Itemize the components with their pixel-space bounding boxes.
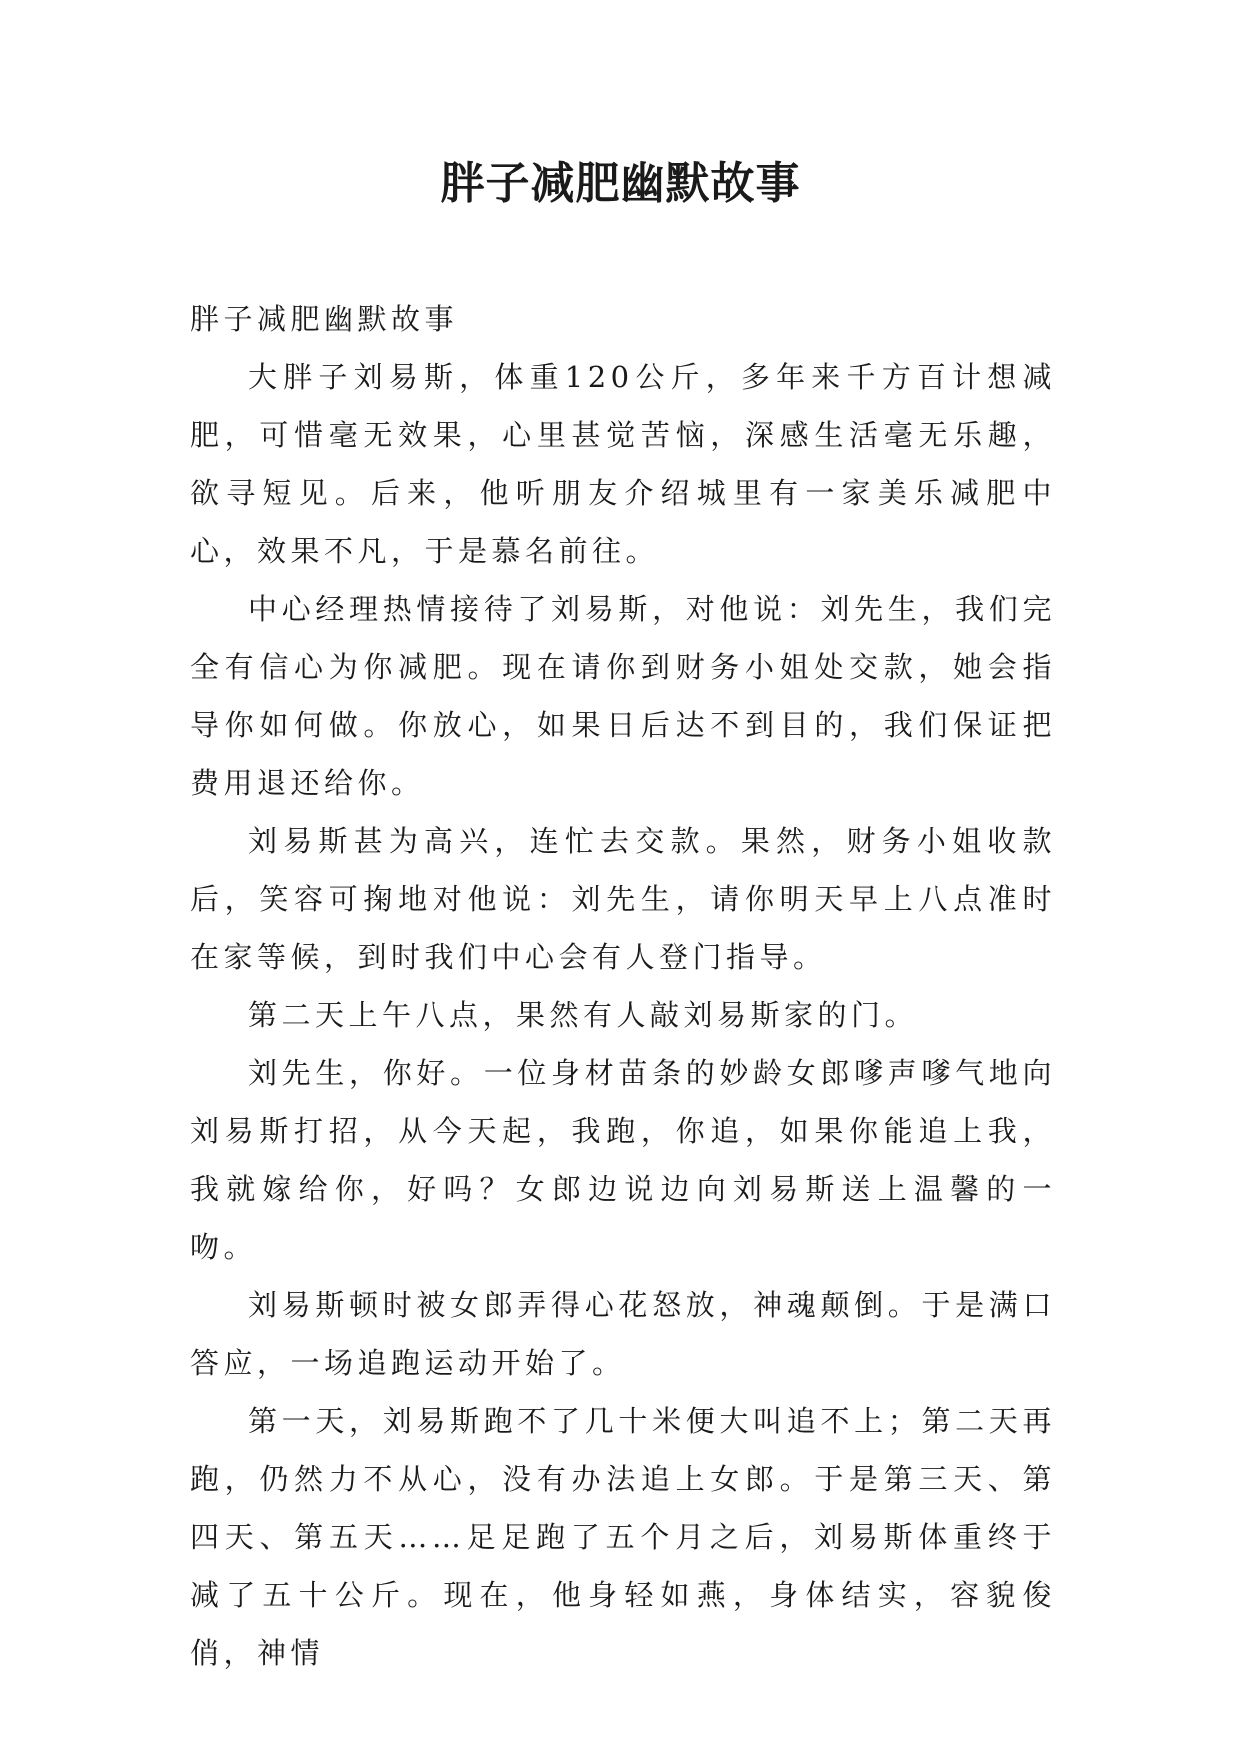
paragraph: 大胖子刘易斯，体重120公斤，多年来千方百计想减肥，可惜毫无效果，心里甚觉苦恼，深感生活毫无乐趣，欲寻短见。后来，他听朋友介绍城里有一家美乐减肥中心，效果不凡，于是慕名前往。 [190, 360, 1056, 568]
paragraph: 刘易斯顿时被女郎弄得心花怒放，神魂颠倒。于是满口答应，一场追跑运动开始了。 [190, 1288, 1056, 1380]
document-body [190, 290, 1056, 1682]
document-subtitle: 胖子减肥幽默故事 [190, 302, 459, 336]
paragraph: 刘易斯甚为高兴，连忙去交款。果然，财务小姐收款后，笑容可掬地对他说：刘先生，请你明天早上八点准时在家等候，到时我们中心会有人登门指导。 [190, 824, 1056, 974]
paragraph: 第二天上午八点，果然有人敲刘易斯家的门。 [248, 998, 919, 1032]
paragraph: 刘先生，你好。一位身材苗条的妙龄女郎嗲声嗲气地向刘易斯打招，从今天起，我跑，你追，如果你能追上我，我就嫁给你，好吗？女郎边说边向刘易斯送上温馨的一吻。 [190, 1056, 1056, 1264]
document-title: 胖子减肥幽默故事 [440, 158, 801, 209]
paragraph: 中心经理热情接待了刘易斯，对他说：刘先生，我们完全有信心为你减肥。现在请你到财务小姐处交款，她会指导你如何做。你放心，如果日后达不到目的，我们保证把费用退还给你。 [190, 592, 1056, 800]
paragraph: 第一天，刘易斯跑不了几十米便大叫追不上；第二天再跑，仍然力不从心，没有办法追上女郎。于是第三天、第四天、第五天……足足跑了五个月之后，刘易斯体重终于减了五十公斤。现在，他身轻如燕，身体结实，容貌俊俏，神情 [190, 1404, 1056, 1670]
